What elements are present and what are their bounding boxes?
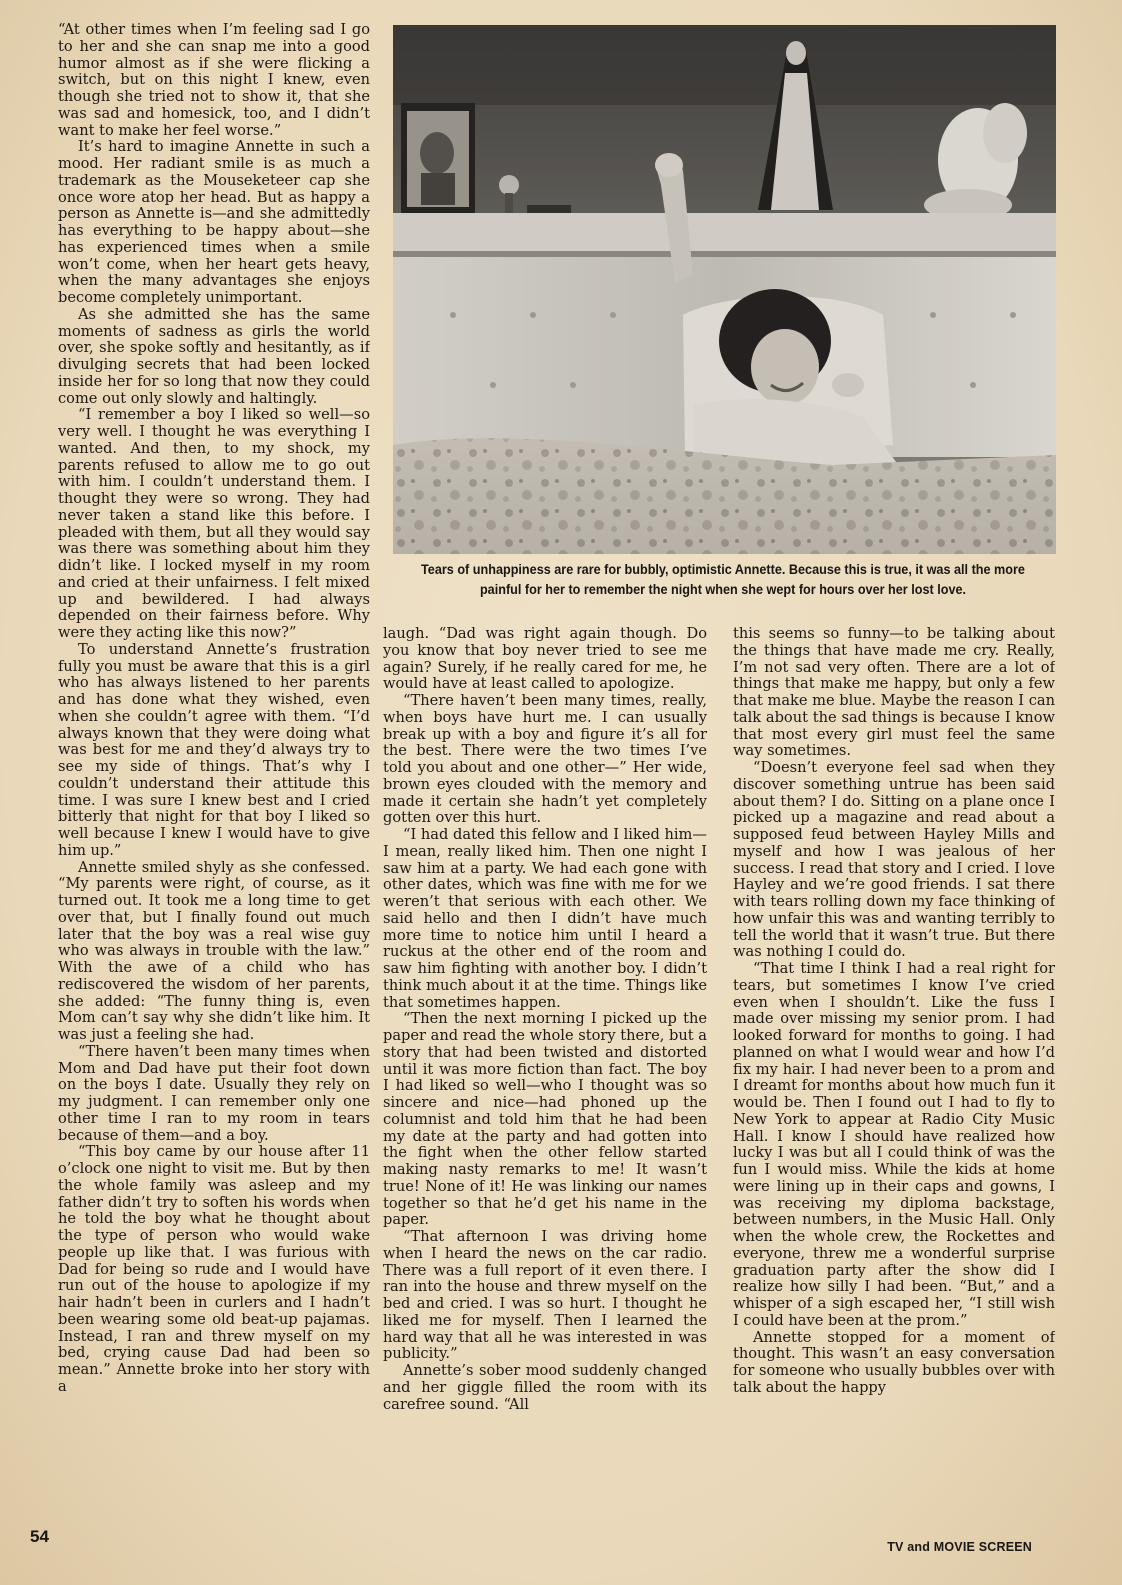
paragraph: “I had dated this fellow and I liked him—I mean, really liked him. Then one night I saw him at a party. We had each gone with other dates, which was fine with me for we weren’t that serious with each other. We said hello and then I didn’t have much more time to notice him until I heard a ruckus at the other end of the room and saw him fighting with another boy. I didn’t think much about it at the time. Things like that sometimes happen. [383, 826, 707, 1011]
paragraph: “That time I think I had a real right for tears, but sometimes I know I’ve cried even when I shouldn’t. Like the fuss I made over missing my senior prom. I had looked forward for months to going. I had planned on what I would wear and how I’d fix my hair. I had never been to a prom and I dreamt for months about how much fun it would be. Then I found out I had to fly to New York to appear at Radio City Music Hall. I know I should have realized how lucky I was but all I could think of was the fun I would miss. While the kids at home were lining up in their caps and gowns, I was receiving my diploma backstage, between numbers, in the Music Hall. Only when the whole crew, the Rockettes and everyone, threw me a wonderful surprise graduation party after the show did I realize how silly I had been. “But,” and a whisper of a sigh escaped her, “I still wish I could have been at the prom.” [733, 960, 1055, 1329]
paragraph: “At other times when I’m feeling sad I go to her and she can snap me into a good humor almost as if she were flicking a switch, but on this night I knew, even though she tried not to show it, that she was sad and homesick, too, and I didn’t want to make her feel worse.” [58, 22, 370, 139]
paragraph: “I remember a boy I liked so well—so very well. I thought he was everything I wanted. And then, to my shock, my parents refused to allow me to go out with him. I couldn’t understand them. I thought they were so wrong. They had never taken a stand like this before. I pleaded with them, but all they would say was there was something about him they didn’t like. I locked myself in my room and cried at their unfairness. I felt mixed up and bewildered. I had always depended on their fairness before. Why were they acting like this now?” [58, 406, 370, 641]
paragraph: “This boy came by our house after 11 o’clock one night to visit me. But by then the whole family was asleep and my father didn’t try to soften his words when he told the boy what he thought about the type of person who would wake people up like that. I was furious with Dad for being so rude and I would have run out of the house to apologize if my hair hadn’t been in curlers and I hadn’t been wearing some old beat-up pajamas. Instead, I ran and threw myself on my bed, crying cause Dad had been so mean.” Annette broke into her story with a [58, 1143, 370, 1395]
paragraph: this seems so funny—to be talking about the things that have made me cry. Really, I’m not sad very often. There are a lot of things that make me happy, but only a few that make me blue. Maybe the reason I can talk about the sad things is because I know that most every girl must feel the same way sometimes. [733, 626, 1055, 760]
article-column-1 [58, 22, 370, 1530]
article-column-3 [733, 626, 1055, 1532]
publication-footer: TV and MOVIE SCREEN [887, 1540, 1032, 1554]
paragraph: “That afternoon I was driving home when I heard the news on the car radio. There was a full report of it even there. I ran into the house and threw myself on the bed and cried. I was so hurt. I thought he liked me for myself. Then I learned the hard way that all he was interested in was publicity.” [383, 1228, 707, 1363]
photo-illustration [393, 25, 1056, 554]
paragraph: It’s hard to imagine Annette in such a mood. Her radiant smile is as much a trademark as the Mouseketeer cap she once wore atop her head. But as happy a person as Annette is—and she admittedly has everything to be happy about—she has experienced times when a smile won’t come, when her heart gets heavy, when the many advantages she enjoys become completely unimportant. [58, 138, 370, 306]
paragraph: Annette smiled shyly as she confessed. “My parents were right, of course, as it turned out. It took me a long time to get over that, but I finally found out much later that the boy was a real wise guy who was always in trouble with the law.” With the awe of a child who has rediscovered the wisdom of her parents, she added: “The funny thing is, even Mom can’t say why she didn’t like him. It was just a feeling she had. [58, 858, 370, 1043]
paragraph: Annette’s sober mood suddenly changed and her giggle filled the room with its carefree sound. “All [383, 1362, 707, 1413]
photo-caption: Tears of unhappiness are rare for bubbly, optimistic Annette. Because this is true, it was all the more painful for her to remember the night when she wept for hours over her lost love. [421, 562, 1025, 597]
paragraph: Annette stopped for a moment of thought. This wasn’t an easy conversation for someone who usually bubbles over with talk about the happy [733, 1328, 1055, 1396]
page-number: 54 [30, 1527, 49, 1546]
paragraph: As she admitted she has the same moments of sadness as girls the world over, she spoke softly and hesitantly, as if divulging secrets that had been locked inside her for so long that now they could come out only slowly and haltingly. [58, 305, 370, 407]
paragraph: “Doesn’t everyone feel sad when they discover something untrue has been said about them? I do. Sitting on a plane once I picked up a magazine and read about a supposed feud between Hayley Mills and myself and how I was jealous of her success. I read that story and I cried. I love Hayley and we’re good friends. I sat there with tears rolling down my face thinking of how unfair this was and wanting terribly to tell the world that it wasn’t true. But there was nothing I could do. [733, 759, 1055, 961]
article-photo [393, 25, 1056, 554]
article-column-2 [383, 626, 707, 1532]
paragraph: To understand Annette’s frustration fully you must be aware that this is a girl who has always listened to her parents and has done what they wished, even when she couldn’t agree with them. “I’d always known that they were doing what was best for me and they’d always try to see my side of things. That’s why I couldn’t understand their attitude this time. I was sure I knew best and I cried bitterly that night for that boy I liked so well because I knew I would have to give him up.” [58, 640, 370, 859]
paragraph: “There haven’t been many times when Mom and Dad have put their foot down on the boys I date. Usually they rely on my judgment. I can remember only one other time I ran to my room in tears because of them—and a boy. [58, 1042, 370, 1144]
paragraph: “There haven’t been many times, really, when boys have hurt me. I can usually break up with a boy and figure it’s all for the best. There were the two times I’ve told you about and one other—” Her wide, brown eyes clouded with the memory and made it certain she hadn’t yet completely gotten over this hurt. [383, 692, 707, 827]
paragraph: “Then the next morning I picked up the paper and read the whole story there, but a story that had been twisted and distorted until it was more fiction than fact. The boy I had liked so well—who I thought was so sincere and nice—had phoned up the columnist and told him that he had been my date at the party and had gotten into the fight when the other fellow started making nasty remarks to me! It wasn’t true! None of it! He was linking our names together so that he’d get his name in the paper. [383, 1010, 707, 1229]
paragraph: laugh. “Dad was right again though. Do you know that boy never tried to see me again? Surely, if he really cared for me, he would have at least called to apologize. [383, 626, 707, 693]
